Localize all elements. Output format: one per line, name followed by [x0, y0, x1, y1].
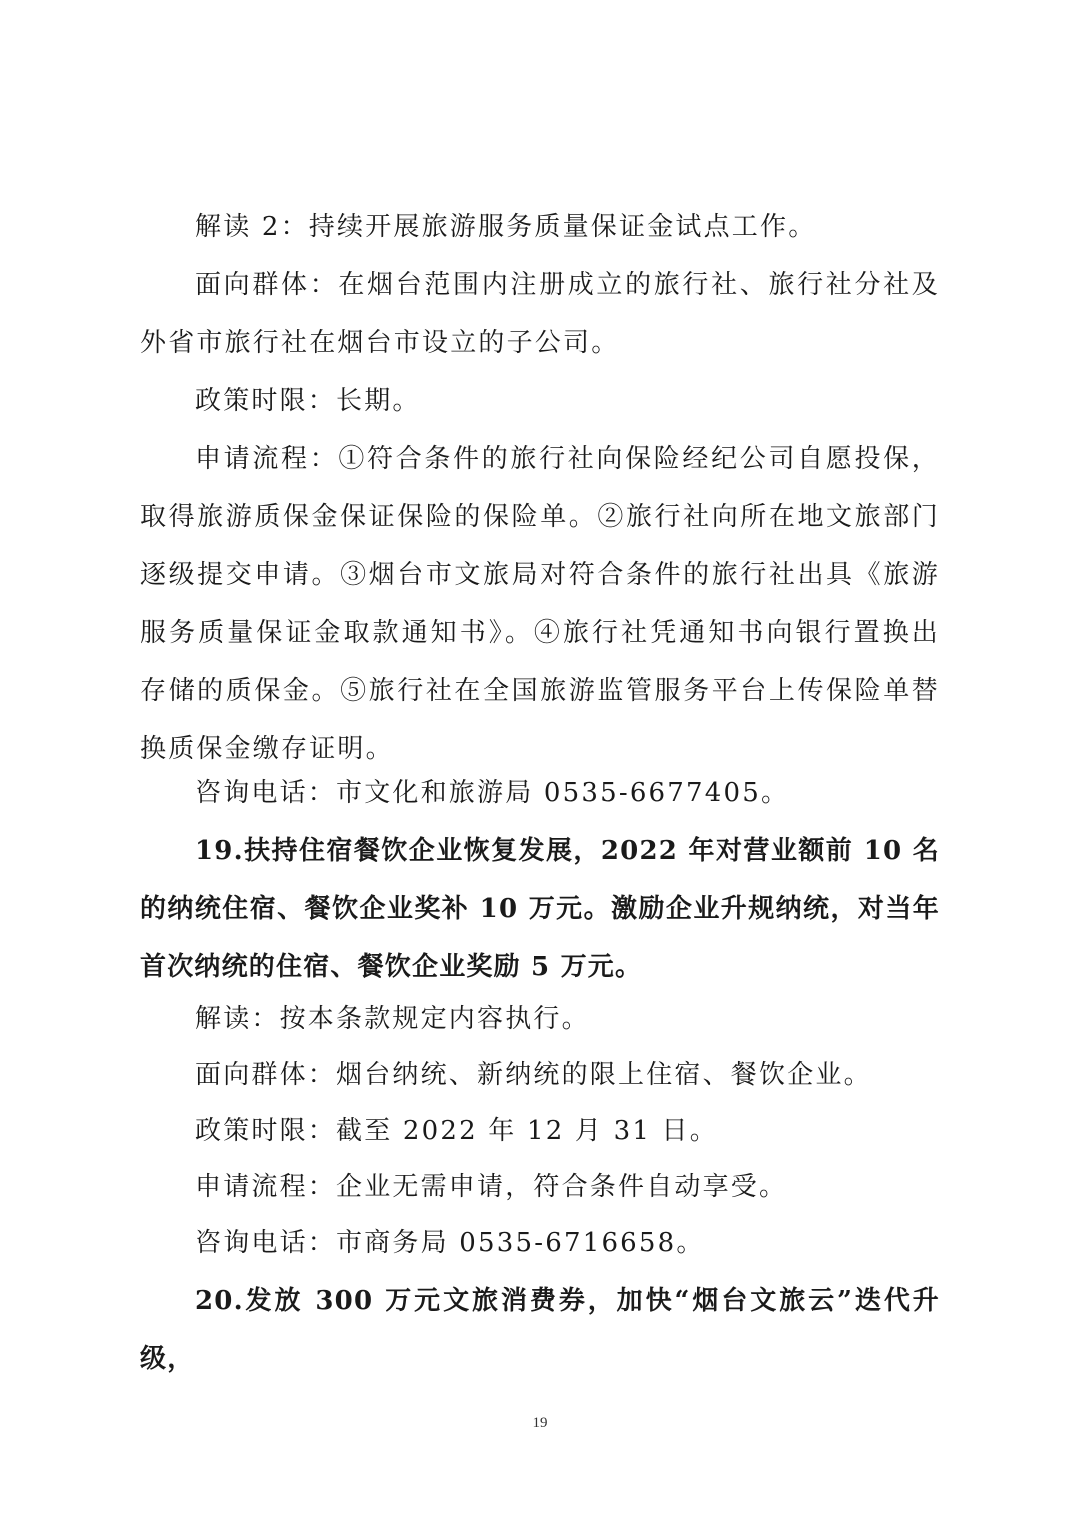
- clause-20-paragraph: 20.发放 300 万元文旅消费券，加快“烟台文旅云”迭代升级，: [140, 1286, 940, 1374]
- policy-period-paragraph: 政策时限：长期。: [195, 386, 421, 416]
- target-group-paragraph: 面向群体：在烟台范围内注册成立的旅行社、旅行社分社及外省市旅行社在烟台市设立的子公司。: [140, 270, 940, 358]
- policy-period-paragraph-2: 政策时限：截至 2022 年 12 月 31 日。: [195, 1116, 718, 1146]
- contact-phone-paragraph-2: 咨询电话：市商务局 0535-6716658。: [195, 1228, 705, 1258]
- interpretation-paragraph: 解读：按本条款规定内容执行。: [195, 1004, 590, 1034]
- page-number: 19: [532, 1415, 548, 1431]
- application-process-paragraph: 申请流程：①符合条件的旅行社向保险经纪公司自愿投保，取得旅游质保金保证保险的保险单。②旅行社向所在地文旅部门逐级提交申请。③烟台市文旅局对符合条件的旅行社出具《旅游服务质量保证金取款通知书》。④旅行社凭通知书向银行置换出存储的质保金。⑤旅行社在全国旅游监管服务平台上传保险单替换质保金缴存证明。: [140, 444, 940, 764]
- interpretation-2-heading: 解读 2：持续开展旅游服务质量保证金试点工作。: [195, 212, 817, 242]
- target-group-paragraph-2: 面向群体：烟台纳统、新纳统的限上住宿、餐饮企业。: [195, 1060, 872, 1090]
- contact-phone-paragraph: 咨询电话：市文化和旅游局 0535-6677405。: [195, 778, 790, 808]
- clause-19-paragraph: 19.扶持住宿餐饮企业恢复发展，2022 年对营业额前 10 名的纳统住宿、餐饮企业奖补 10 万元。激励企业升规纳统，对当年首次纳统的住宿、餐饮企业奖励 5 万元。: [140, 836, 940, 982]
- application-process-paragraph-2: 申请流程：企业无需申请，符合条件自动享受。: [195, 1172, 788, 1202]
